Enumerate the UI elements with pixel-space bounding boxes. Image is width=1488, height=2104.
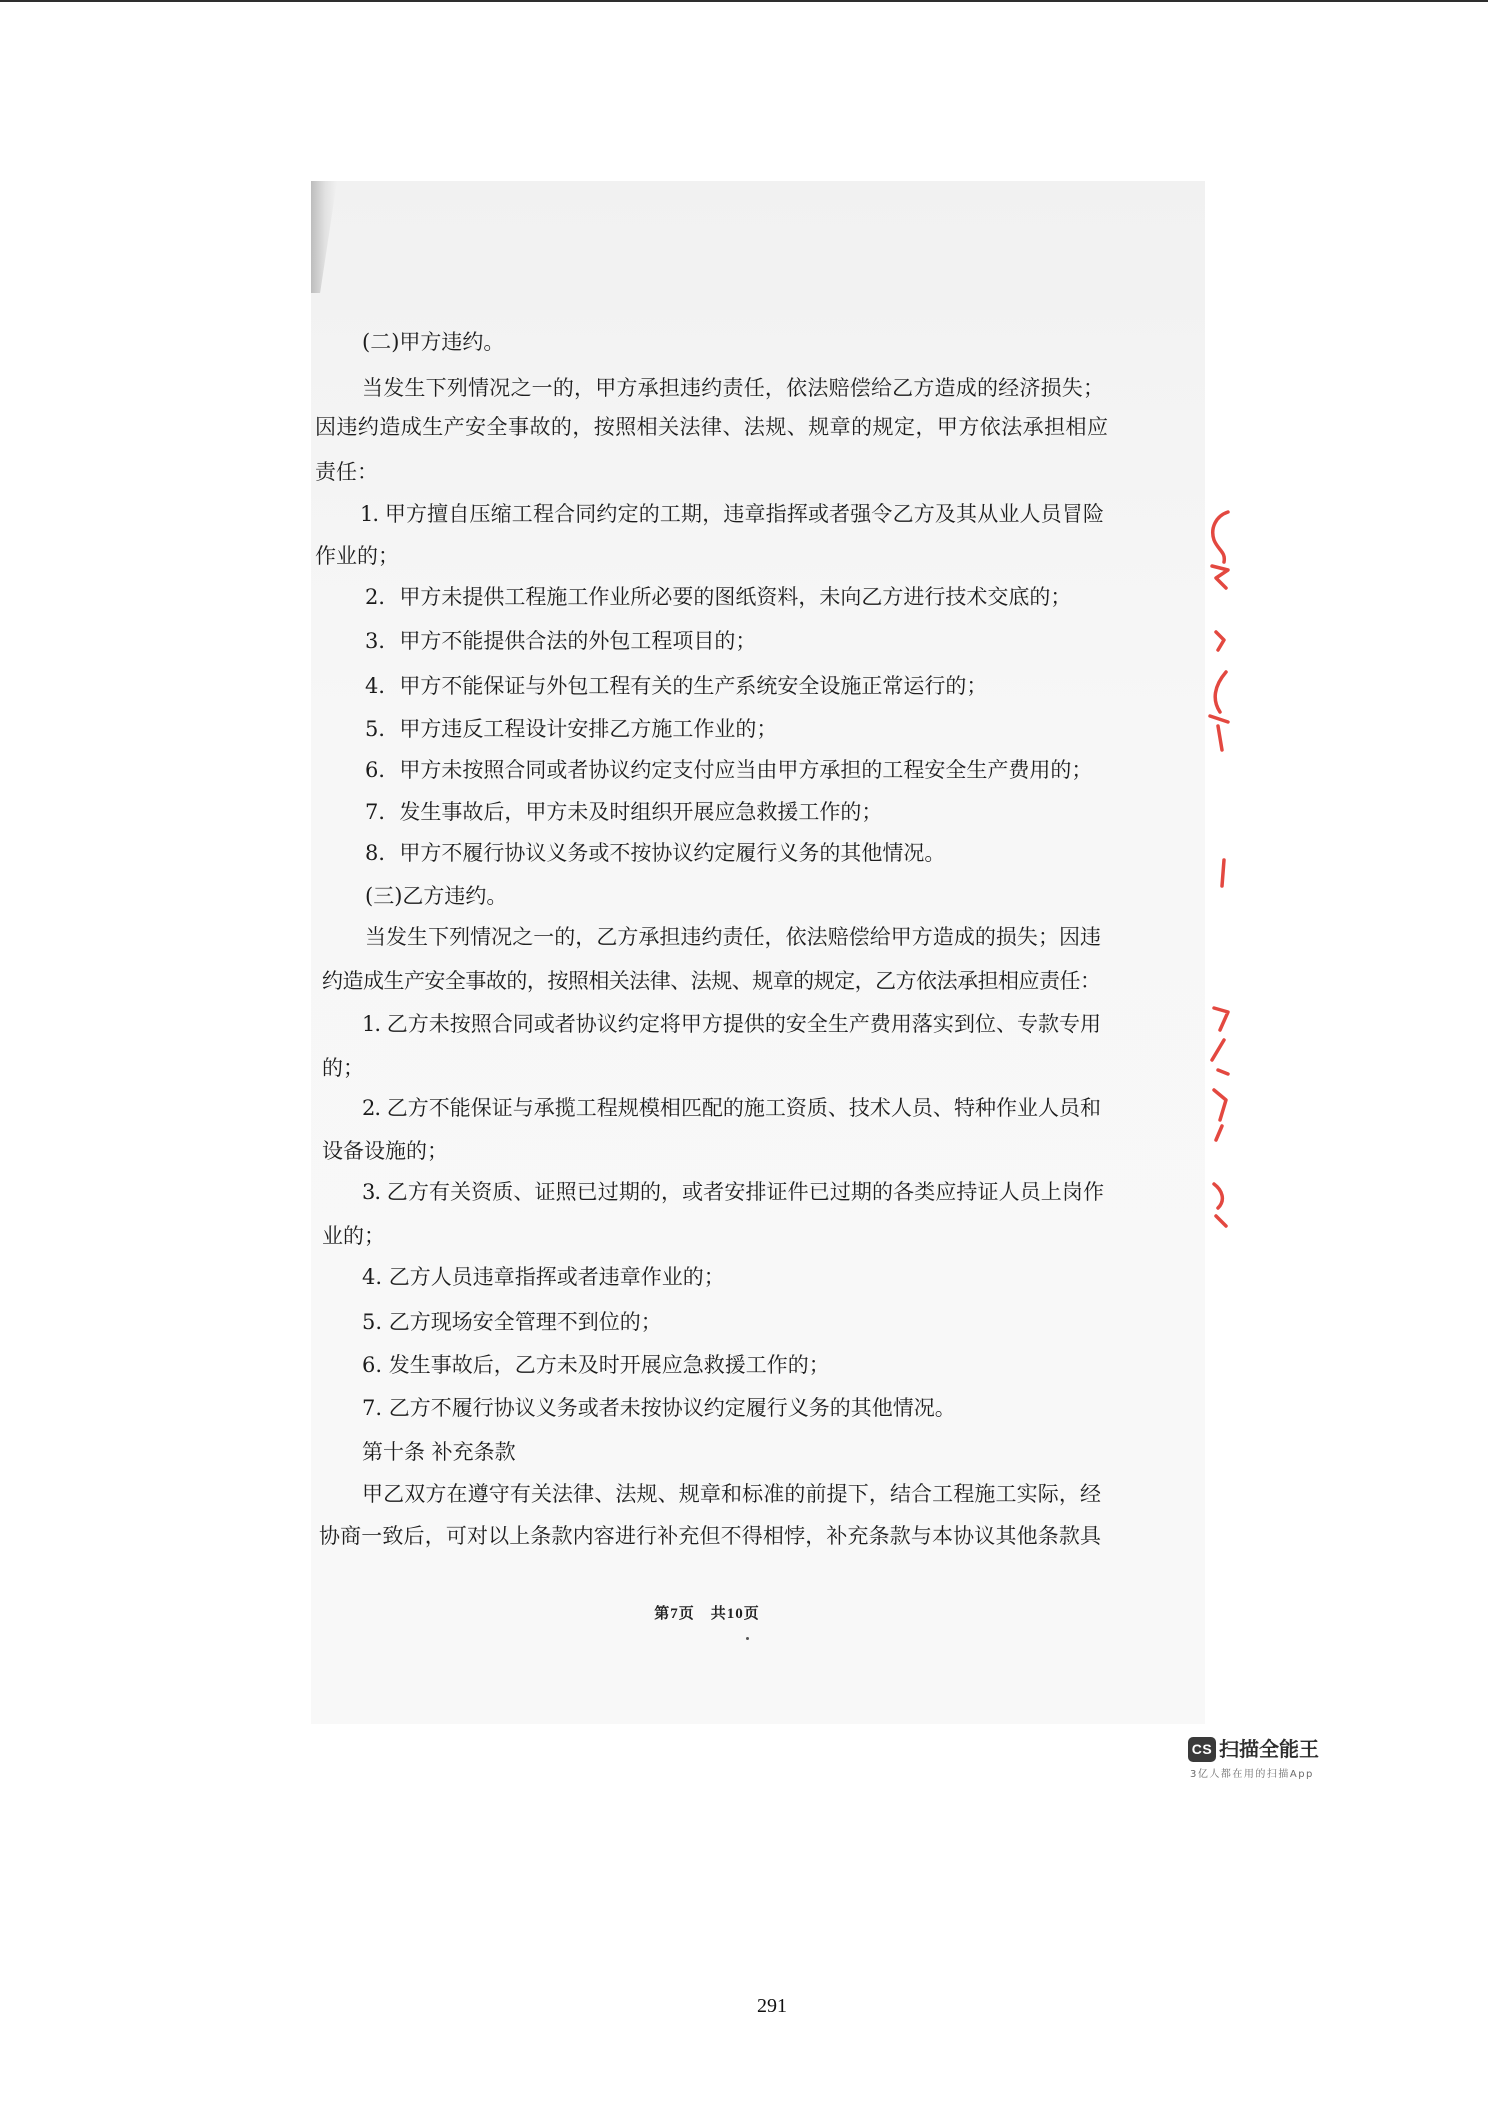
party-a-item-1-continuation: 作业的； [315,544,399,568]
party-b-item-7: 7. 乙方不履行协议义务或者未按协议约定履行义务的其他情况。 [362,1396,956,1420]
party-a-item-7: 7．发生事故后，甲方未及时组织开展应急救援工作的； [365,800,883,824]
party-b-item-1: 1. 乙方未按照合同或者协议约定将甲方提供的安全生产费用落实到位、专款专用 [362,1012,1100,1036]
seal-fragment [1212,1008,1228,1140]
party-b-item-3-continuation: 业的； [322,1224,385,1248]
seal-fragment [1214,1184,1226,1226]
article-10-body-line: 协商一致后，可对以上条款内容进行补充但不得相悖，补充条款与本协议其他条款具 [319,1524,1100,1548]
camscanner-logo-icon: CS [1188,1737,1216,1762]
article-10-body-line: 甲乙双方在遵守有关法律、法规、规章和标准的前提下，结合工程施工实际，经 [362,1482,1100,1506]
party-a-item-2: 2．甲方未提供工程施工作业所必要的图纸资料，未向乙方进行技术交底的； [365,585,1072,609]
party-a-item-6: 6．甲方未按照合同或者协议约定支付应当由甲方承担的工程安全生产费用的； [365,758,1093,782]
party-a-item-4: 4．甲方不能保证与外包工程有关的生产系统安全设施正常运行的； [365,674,988,698]
party-a-item-1: 1. 甲方擅自压缩工程合同约定的工期，违章指挥或者强令乙方及其从业人员冒险 [360,502,1103,526]
party-a-intro-line: 责任： [315,460,378,484]
seal-fragment [1216,632,1224,650]
party-a-breach-heading: (二)甲方违约。 [362,330,505,354]
article-10-heading: 第十条 补充条款 [362,1440,516,1464]
seal-fragment [1210,672,1228,750]
seal-fragment [1212,512,1228,588]
top-border [0,0,1488,2]
red-seal-fragments [1198,500,1238,1240]
scan-speck [746,1637,749,1640]
scanner-watermark [1186,1734,1326,1786]
page-number: 291 [757,1995,787,2017]
party-b-intro-line: 约造成生产安全事故的，按照相关法律、法规、规章的规定，乙方依法承担相应责任： [322,969,1100,993]
party-b-breach-heading: (三)乙方违约。 [365,884,508,908]
party-b-item-2-continuation: 设备设施的； [322,1139,448,1163]
party-a-intro-line: 因违约造成生产安全事故的，按照相关法律、法规、规章的规定，甲方依法承担相应 [315,415,1107,439]
party-a-intro-line: 当发生下列情况之一的，甲方承担违约责任，依法赔偿给乙方造成的经济损失； [362,376,1103,400]
party-b-item-5: 5. 乙方现场安全管理不到位的； [362,1310,662,1334]
party-b-item-4: 4. 乙方人员违章指挥或者违章作业的； [362,1265,725,1289]
party-a-item-8: 8．甲方不履行协议义务或不按协议约定履行义务的其他情况。 [365,841,946,865]
party-a-item-5: 5．甲方违反工程设计安排乙方施工作业的； [365,717,778,741]
seal-fragment [1222,860,1224,886]
scanner-app-tagline: 3亿人都在用的扫描App [1190,1769,1314,1780]
party-b-intro-line: 当发生下列情况之一的，乙方承担违约责任，依法赔偿给甲方造成的损失；因违 [365,925,1100,949]
party-b-item-2: 2. 乙方不能保证与承揽工程规模相匹配的施工资质、技术人员、特种作业人员和 [362,1096,1100,1120]
party-b-item-3: 3. 乙方有关资质、证照已过期的，或者安排证件已过期的各类应持证人员上岗作 [362,1180,1103,1204]
party-a-item-3: 3．甲方不能提供合法的外包工程项目的； [365,629,757,653]
party-b-item-1-continuation: 的； [322,1056,364,1080]
scanner-app-name: 扫描全能王 [1219,1737,1319,1761]
sheet-page-footer: 第7页 共10页 [654,1606,760,1622]
party-b-item-6: 6. 发生事故后，乙方未及时开展应急救援工作的； [362,1353,830,1377]
